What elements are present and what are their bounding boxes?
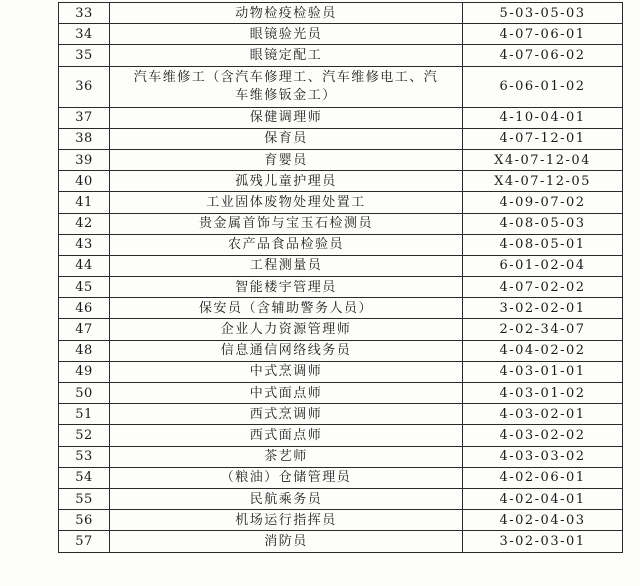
occupation-code-cell: 4-03-03-02 (463, 446, 623, 467)
row-number-cell: 39 (59, 149, 110, 170)
row-number-cell: 51 (59, 404, 110, 425)
table-row (59, 277, 623, 298)
row-number-cell: 43 (59, 234, 110, 255)
table-row (59, 213, 623, 234)
row-number-cell: 47 (59, 319, 110, 340)
occupation-code-cell: X4-07-12-05 (463, 171, 623, 192)
occupation-name-cell: 保健调理师 (110, 107, 463, 128)
row-number-cell: 52 (59, 425, 110, 446)
occupation-code-cell: 4-02-06-01 (463, 467, 623, 488)
table-row (59, 192, 623, 213)
row-number-cell: 36 (59, 66, 110, 107)
occupation-code-cell: 3-02-02-01 (463, 298, 623, 319)
occupation-code-cell: 4-07-02-02 (463, 277, 623, 298)
table-row (59, 149, 623, 170)
occupation-code-cell: X4-07-12-04 (463, 149, 623, 170)
occupation-code-cell: 6-01-02-04 (463, 255, 623, 276)
table-row (59, 66, 623, 107)
row-number-cell: 38 (59, 128, 110, 149)
row-number-cell: 48 (59, 340, 110, 361)
occupation-code-cell: 4-04-02-02 (463, 340, 623, 361)
row-number-cell: 33 (59, 3, 110, 24)
row-number-cell: 49 (59, 361, 110, 382)
row-number-cell: 35 (59, 45, 110, 66)
occupation-name-cell: 农产品食品检验员 (110, 234, 463, 255)
occupation-name-cell: 中式面点师 (110, 383, 463, 404)
occupation-code-cell: 4-03-01-01 (463, 361, 623, 382)
occupation-name-cell: 动物检疫检验员 (110, 3, 463, 24)
occupation-code-cell: 4-07-06-02 (463, 45, 623, 66)
table-row (59, 171, 623, 192)
occupation-name-cell: 贵金属首饰与宝玉石检测员 (110, 213, 463, 234)
occupation-name-cell: 智能楼宇管理员 (110, 277, 463, 298)
table-row (59, 255, 623, 276)
occupation-name-cell: 眼镜验光员 (110, 24, 463, 45)
occupation-name-text: 汽车维修工（含汽车修理工、汽车维修电工、汽车维修钣金工） (133, 69, 439, 103)
row-number-cell: 50 (59, 383, 110, 404)
table-row (59, 340, 623, 361)
occupation-code-cell: 4-03-02-02 (463, 425, 623, 446)
row-number-cell: 40 (59, 171, 110, 192)
occupation-code-cell: 4-08-05-03 (463, 213, 623, 234)
occupation-code-cell: 4-03-02-01 (463, 404, 623, 425)
occupation-code-cell: 4-08-05-01 (463, 234, 623, 255)
row-number-cell: 34 (59, 24, 110, 45)
occupation-name-cell: 育婴员 (110, 149, 463, 170)
row-number-cell: 46 (59, 298, 110, 319)
row-number-cell: 37 (59, 107, 110, 128)
row-number-cell: 53 (59, 446, 110, 467)
occupation-name-cell: 保育员 (110, 128, 463, 149)
occupation-table-body (59, 3, 623, 553)
occupation-name-cell: 茶艺师 (110, 446, 463, 467)
occupation-name-cell: （粮油）仓储管理员 (110, 467, 463, 488)
occupation-name-cell: 民航乘务员 (110, 488, 463, 509)
occupation-name-cell: 企业人力资源管理师 (110, 319, 463, 340)
table-row (59, 404, 623, 425)
table-row (59, 446, 623, 467)
occupation-code-cell: 3-02-03-01 (463, 531, 623, 552)
row-number-cell: 41 (59, 192, 110, 213)
table-row (59, 531, 623, 552)
table-row (59, 383, 623, 404)
row-number-cell: 54 (59, 467, 110, 488)
occupation-name-cell: 工业固体废物处理处置工 (110, 192, 463, 213)
occupation-code-cell: 4-03-01-02 (463, 383, 623, 404)
table-row (59, 361, 623, 382)
table-row (59, 128, 623, 149)
occupation-name-cell: 中式烹调师 (110, 361, 463, 382)
occupation-code-cell: 4-10-04-01 (463, 107, 623, 128)
occupation-name-cell: 消防员 (110, 531, 463, 552)
occupation-code-cell: 4-07-06-01 (463, 24, 623, 45)
table-row (59, 319, 623, 340)
occupation-name-cell: 机场运行指挥员 (110, 510, 463, 531)
table-row (59, 510, 623, 531)
row-number-cell: 57 (59, 531, 110, 552)
occupation-name-cell: 保安员（含辅助警务人员） (110, 298, 463, 319)
occupation-name-cell: 西式面点师 (110, 425, 463, 446)
occupation-code-cell: 4-09-07-02 (463, 192, 623, 213)
table-row (59, 24, 623, 45)
table-row (59, 467, 623, 488)
row-number-cell: 44 (59, 255, 110, 276)
table-row (59, 488, 623, 509)
occupation-name-cell: 孤残儿童护理员 (110, 171, 463, 192)
occupation-name-cell: 西式烹调师 (110, 404, 463, 425)
occupation-name-cell (110, 66, 463, 107)
occupation-code-cell: 4-02-04-03 (463, 510, 623, 531)
table-row (59, 234, 623, 255)
row-number-cell: 55 (59, 488, 110, 509)
occupation-code-cell: 2-02-34-07 (463, 319, 623, 340)
occupation-code-cell: 6-06-01-02 (463, 66, 623, 107)
table-row (59, 107, 623, 128)
occupation-code-cell: 4-07-12-01 (463, 128, 623, 149)
row-number-cell: 42 (59, 213, 110, 234)
row-number-cell: 56 (59, 510, 110, 531)
table-row (59, 45, 623, 66)
row-number-cell: 45 (59, 277, 110, 298)
occupation-code-cell: 5-03-05-03 (463, 3, 623, 24)
occupation-name-cell: 信息通信网络线务员 (110, 340, 463, 361)
occupation-name-cell: 眼镜定配工 (110, 45, 463, 66)
occupation-table (58, 2, 623, 553)
table-row (59, 3, 623, 24)
table-row (59, 298, 623, 319)
occupation-name-cell: 工程测量员 (110, 255, 463, 276)
occupation-code-cell: 4-02-04-01 (463, 488, 623, 509)
table-row (59, 425, 623, 446)
